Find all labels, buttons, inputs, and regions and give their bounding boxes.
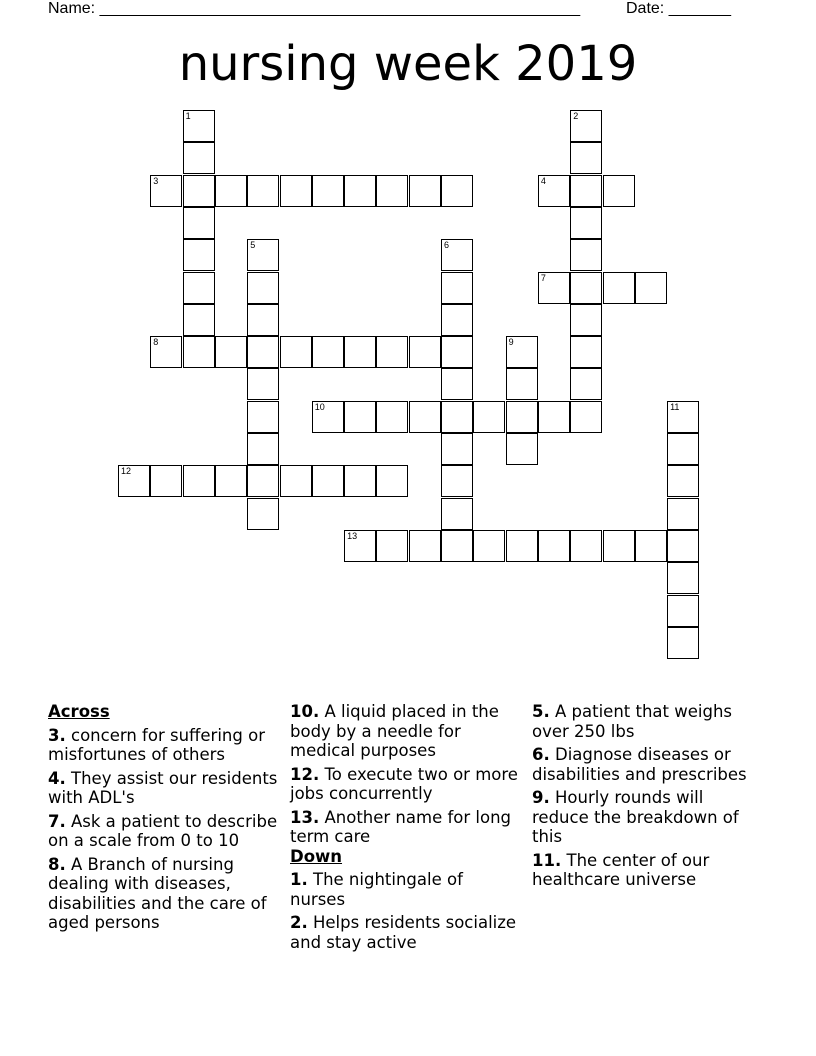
grid-cell[interactable] (247, 304, 279, 336)
grid-cell[interactable] (183, 207, 215, 239)
cell-number: 7 (540, 272, 546, 283)
grid-cell[interactable] (473, 401, 505, 433)
cell-number: 12 (121, 466, 132, 477)
grid-cell[interactable] (570, 175, 602, 207)
grid-cell[interactable] (603, 530, 635, 562)
grid-cell[interactable] (183, 110, 215, 142)
grid-cell[interactable] (538, 272, 570, 304)
grid-cell[interactable] (312, 465, 344, 497)
grid-cell[interactable] (506, 530, 538, 562)
grid-cell[interactable] (183, 142, 215, 174)
grid-cell[interactable] (344, 175, 376, 207)
across-clue (48, 726, 278, 765)
across-clue (48, 855, 278, 933)
grid-cell[interactable] (376, 336, 408, 368)
grid-cell[interactable] (570, 207, 602, 239)
grid-cell[interactable] (570, 272, 602, 304)
grid-cell[interactable] (667, 627, 699, 659)
across-clue (48, 769, 278, 808)
clue-number: 2. (290, 913, 308, 932)
grid-cell[interactable] (603, 272, 635, 304)
clue-text: Helps residents socialize and stay active (290, 913, 517, 952)
clue-number: 10. (290, 702, 320, 721)
cell-number: 3 (153, 175, 159, 186)
grid-cell[interactable] (183, 239, 215, 271)
grid-cell[interactable] (247, 465, 279, 497)
grid-cell[interactable] (247, 401, 279, 433)
across-clue (48, 812, 278, 851)
clue-text: They assist our residents with ADL's (48, 768, 278, 807)
cell-number: 5 (250, 240, 256, 251)
clue-text: Diagnose diseases or disabilities and prescribes (532, 745, 747, 784)
grid-cell[interactable] (247, 272, 279, 304)
grid-cell[interactable] (215, 465, 247, 497)
grid-cell[interactable] (441, 336, 473, 368)
cell-number: 2 (573, 111, 579, 121)
grid-cell[interactable] (183, 336, 215, 368)
grid-cell[interactable] (409, 175, 441, 207)
grid-cell[interactable] (570, 142, 602, 174)
grid-cell[interactable] (376, 530, 408, 562)
grid-cell[interactable] (667, 433, 699, 465)
grid-cell[interactable] (247, 336, 279, 368)
grid-cell[interactable] (635, 272, 667, 304)
grid-cell[interactable] (280, 336, 312, 368)
cell-number: 11 (670, 401, 680, 412)
puzzle-title: nursing week 2019 (178, 36, 638, 92)
grid-cell[interactable] (441, 272, 473, 304)
clue-number: 8. (48, 854, 66, 874)
grid-cell[interactable] (441, 304, 473, 336)
clue-number: 1. (290, 870, 308, 889)
grid-cell[interactable] (344, 401, 376, 433)
clue-text: The nightingale of nurses (290, 870, 463, 909)
clue-text: A liquid placed in the body by a needle for medical purposes (290, 702, 499, 760)
grid-cell[interactable] (570, 336, 602, 368)
grid-cell[interactable] (441, 465, 473, 497)
grid-cell[interactable] (183, 304, 215, 336)
clue-text: Another name for long term care (290, 807, 512, 846)
grid-cell[interactable] (150, 175, 182, 207)
grid-cell[interactable] (441, 498, 473, 530)
cell-number: 10 (314, 401, 325, 412)
grid-cell[interactable] (667, 530, 699, 562)
grid-cell[interactable] (376, 465, 408, 497)
grid-cell[interactable] (344, 465, 376, 497)
grid-cell[interactable] (247, 498, 279, 530)
across-clue (290, 765, 520, 804)
name-field-label: Name: ______________________________________________________ (48, 0, 581, 17)
clue-number: 13. (290, 807, 320, 827)
across-clue (290, 808, 520, 847)
clue-text: The center of our healthcare universe (532, 850, 710, 889)
grid-cell[interactable] (247, 175, 279, 207)
grid-cell[interactable] (344, 336, 376, 368)
grid-cell[interactable] (570, 304, 602, 336)
down-clue (532, 851, 762, 890)
grid-cell[interactable] (667, 595, 699, 627)
grid-cell[interactable] (150, 336, 182, 368)
cell-number: 6 (444, 240, 450, 251)
clue-column-3 (532, 702, 762, 890)
grid-cell[interactable] (635, 530, 667, 562)
grid-cell[interactable] (506, 433, 538, 465)
grid-cell[interactable] (603, 175, 635, 207)
grid-cell[interactable] (667, 465, 699, 497)
grid-cell[interactable] (667, 498, 699, 530)
grid-cell[interactable] (215, 175, 247, 207)
clue-number: 9. (532, 788, 550, 807)
date-field-label: Date: _______ (626, 0, 731, 17)
grid-cell[interactable] (506, 401, 538, 433)
grid-cell[interactable] (538, 401, 570, 433)
grid-cell[interactable] (183, 465, 215, 497)
grid-cell[interactable] (376, 401, 408, 433)
grid-cell[interactable] (570, 530, 602, 562)
grid-cell[interactable] (280, 175, 312, 207)
clue-text: concern for suffering or misfortunes of others (48, 725, 265, 764)
grid-cell[interactable] (441, 239, 473, 271)
grid-cell[interactable] (570, 239, 602, 271)
clue-text: A Branch of nursing dealing with diseases, disabilities and the care of aged persons (48, 854, 267, 932)
grid-cell[interactable] (344, 530, 376, 562)
grid-cell[interactable] (247, 433, 279, 465)
clue-column-1 (48, 702, 278, 933)
grid-cell[interactable] (441, 433, 473, 465)
cell-number: 9 (508, 337, 514, 348)
down-clue (290, 870, 520, 909)
cell-number: 4 (540, 175, 546, 186)
grid-cell[interactable] (506, 368, 538, 400)
clue-number: 7. (48, 811, 66, 831)
clue-number: 6. (532, 745, 550, 764)
clue-number: 11. (532, 850, 562, 870)
grid-cell[interactable] (376, 175, 408, 207)
grid-cell[interactable] (667, 401, 699, 433)
clue-text: Ask a patient to describe on a scale from 0 to 10 (48, 811, 278, 850)
grid-cell[interactable] (570, 368, 602, 400)
down-heading: Down (290, 846, 343, 866)
down-clue (532, 702, 762, 741)
grid-cell[interactable] (312, 336, 344, 368)
grid-cell[interactable] (280, 465, 312, 497)
grid-cell[interactable] (409, 401, 441, 433)
grid-cell[interactable] (473, 530, 505, 562)
grid-cell[interactable] (118, 465, 150, 497)
clue-number: 3. (48, 725, 66, 745)
grid-cell[interactable] (150, 465, 182, 497)
clue-number: 4. (48, 768, 66, 788)
grid-cell[interactable] (215, 336, 247, 368)
grid-cell[interactable] (538, 530, 570, 562)
down-clue (532, 745, 762, 784)
clue-column-2 (290, 702, 520, 952)
grid-cell[interactable] (667, 562, 699, 594)
grid-cell[interactable] (441, 368, 473, 400)
grid-cell[interactable] (441, 530, 473, 562)
grid-cell[interactable] (409, 530, 441, 562)
across-clue (290, 702, 520, 761)
grid-cell[interactable] (247, 239, 279, 271)
grid-cell[interactable] (441, 175, 473, 207)
cell-number: 13 (347, 530, 358, 541)
down-clue (532, 788, 762, 847)
clue-text: To execute two or more jobs concurrently (290, 764, 518, 803)
grid-cell[interactable] (570, 110, 602, 142)
grid-cell[interactable] (247, 368, 279, 400)
grid-cell[interactable] (312, 175, 344, 207)
grid-cell[interactable] (183, 175, 215, 207)
grid-cell[interactable] (409, 336, 441, 368)
clue-number: 5. (532, 702, 550, 721)
cell-number: 1 (185, 111, 191, 121)
grid-cell[interactable] (183, 272, 215, 304)
grid-cell[interactable] (538, 175, 570, 207)
grid-cell[interactable] (441, 401, 473, 433)
grid-cell[interactable] (570, 401, 602, 433)
clue-number: 12. (290, 764, 320, 784)
down-clue (290, 913, 520, 952)
grid-cell[interactable] (506, 336, 538, 368)
grid-cell[interactable] (312, 401, 344, 433)
across-heading: Across (48, 702, 110, 721)
clue-text: A patient that weighs over 250 lbs (532, 702, 733, 741)
clue-text: Hourly rounds will reduce the breakdown of this (532, 788, 739, 846)
cell-number: 8 (153, 337, 159, 348)
